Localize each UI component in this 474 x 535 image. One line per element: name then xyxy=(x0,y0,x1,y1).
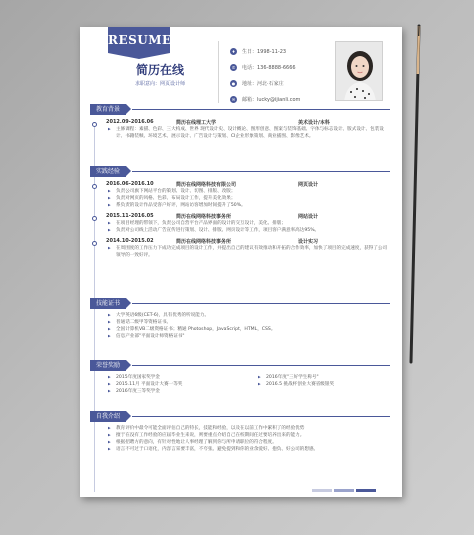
section-rule xyxy=(132,303,390,304)
entry-role: 网站设计 xyxy=(298,214,319,220)
section-rule xyxy=(132,416,390,417)
contact-text: 电话：136-8888-6666 xyxy=(242,64,296,71)
section-rule xyxy=(132,171,390,172)
contact-address xyxy=(230,75,300,91)
footer-decoration xyxy=(312,489,376,492)
entry-org: 简历在线网络科技事务所 xyxy=(176,214,232,220)
candidate-name: 简历在线 xyxy=(135,63,184,77)
section-title: 实践经验 xyxy=(90,166,126,177)
entry-org: 简历在线网络科技事务所 xyxy=(176,239,232,245)
list-item: ▶ 2016年度三等奖学金 xyxy=(90,388,240,395)
list-item: ▶ 在项目经理的带领下，负责公司自营平台产品界面的设计的交互设计，美化、排版； xyxy=(90,220,390,227)
list-item: ▶ 系负责的设计作品受客户好评，网站访客增加时间提升了50%。 xyxy=(90,202,390,209)
timeline-dot xyxy=(92,122,97,127)
timeline-dot xyxy=(92,184,97,189)
list-item: ▶ 全国计算机VB二级资格证书；精通 Photoshop，JavaScript，HTML，CSS。 xyxy=(90,326,390,333)
entry-role: 网页设计 xyxy=(298,182,319,188)
experience-entry xyxy=(90,238,390,245)
entry-school: 简历在线理工大学 xyxy=(176,120,217,126)
awards-list xyxy=(90,371,390,395)
list-item: ▶ 根据招聘方的意向，有针对性地让人事经理了解到你与所申请职位的符合程度。 xyxy=(90,439,390,446)
section-title: 自我介绍 xyxy=(90,411,126,422)
list-item: ▶ 大学英语6级(CET-6)，具有优秀的听说能力。 xyxy=(90,312,390,319)
entry-role: 设计实习 xyxy=(298,239,319,245)
job-intent: 求职意向：网页设计师 xyxy=(134,81,185,87)
location-icon: ● xyxy=(231,80,236,86)
portrait-image xyxy=(336,42,383,101)
list-item: ▶ 2015.11月 平面设计大赛一等奖 xyxy=(90,381,240,388)
entry-date: 2015.11-2016.05 xyxy=(106,213,154,219)
contact-info xyxy=(230,43,300,107)
section-title: 教育背景 xyxy=(90,104,126,115)
list-item: ▶ 2015年度国家奖学金 xyxy=(90,374,240,381)
list-item: ▶ 教育评价中最令可能全面评估自己的特长，技能和经验，以及在以前工作中累积了的经验优势 xyxy=(90,425,390,432)
list-item: ▶ 信息产业部"平面设计师资格证书" xyxy=(90,333,390,340)
entry-date: 2012.09-2016.06 xyxy=(106,119,154,125)
birthday-icon: ♦ xyxy=(231,48,236,54)
entry-date: 2014.10-2015.02 xyxy=(106,238,154,244)
timeline-dot xyxy=(92,216,97,221)
entry-major: 美术设计/本科 xyxy=(298,120,330,126)
education-entry xyxy=(90,119,390,126)
timeline-dot xyxy=(92,241,97,246)
entry-org: 简历在线网络科技有限公司 xyxy=(176,182,237,188)
list-item: ▶ 在周围度的工作压力下成功完成项目的设计工作，并提出自己的建议有效推动和开拓的合作效率，加快了项目的完成速度，获得了公司领导的一致好评。 xyxy=(90,245,390,259)
section-experience xyxy=(90,165,390,259)
section-title: 荣誉奖励 xyxy=(90,360,126,371)
list-item: ▶ 语言不可过于口语化，内容言采要丰富，不夸张。避免提到和你的业余爱好、抱负、好公司的想感。 xyxy=(90,446,390,453)
contact-text: 邮箱：lucky@ijianli.com xyxy=(242,96,301,103)
list-item: ▶ 2016年度"三好学生称号" xyxy=(240,374,380,381)
phone-icon: ✆ xyxy=(231,64,236,70)
contact-text: 生日：1998-11-23 xyxy=(242,48,287,55)
contact-birthday xyxy=(230,43,300,59)
list-item: ▶ 2016.5 挑战杯创业大赛省级银奖 xyxy=(240,381,380,388)
contact-text: 地址：河北·石家庄 xyxy=(242,80,284,87)
section-about xyxy=(90,410,390,453)
list-item: ▶ 负责对网页的风格、色彩、布局设计工作，提升美化效果； xyxy=(90,195,390,202)
section-skills xyxy=(90,297,390,340)
section-title: 技能证书 xyxy=(90,298,126,309)
header-divider xyxy=(218,41,219,103)
list-item: ▶ 负责对公司线上活动广告宣传进行策划、设计、排版、网页设计等工作，项目客户满意率高达95%。 xyxy=(90,227,390,234)
resume-page xyxy=(80,27,402,497)
contact-phone xyxy=(230,59,300,75)
profile-photo xyxy=(335,41,383,101)
experience-entry xyxy=(90,181,390,188)
section-awards xyxy=(90,359,390,395)
list-item: ▶ 主修课程：素描、色彩、三大构成、世界 现代设计史、设计概论、图形创意、图案与装饰基础、字体与标志设计、版式设计、包装设计、书籍装帧、环境艺术、展示设计、广告设计与策划、CI企业形象策划、商业插图、影像艺术。 xyxy=(90,126,390,140)
list-item: ▶ 负责公司旗下网站平台的策划、设计、切图、排版、改版； xyxy=(90,188,390,195)
pencil-decoration xyxy=(408,24,422,364)
experience-entry xyxy=(90,213,390,220)
mail-icon: ✉ xyxy=(231,96,236,102)
list-item: ▶ 普通话二级甲等资格证书。 xyxy=(90,319,390,326)
section-rule xyxy=(132,109,390,110)
entry-date: 2016.06-2016.10 xyxy=(106,181,154,187)
section-education xyxy=(90,103,390,140)
section-rule xyxy=(132,365,390,366)
resume-banner: RESUME xyxy=(108,27,170,53)
list-item: ▶ 擅于在没有工作经验的应届毕业生来说，则要重点介绍自己在校期间任过要培养出来的能力。 xyxy=(90,432,390,439)
